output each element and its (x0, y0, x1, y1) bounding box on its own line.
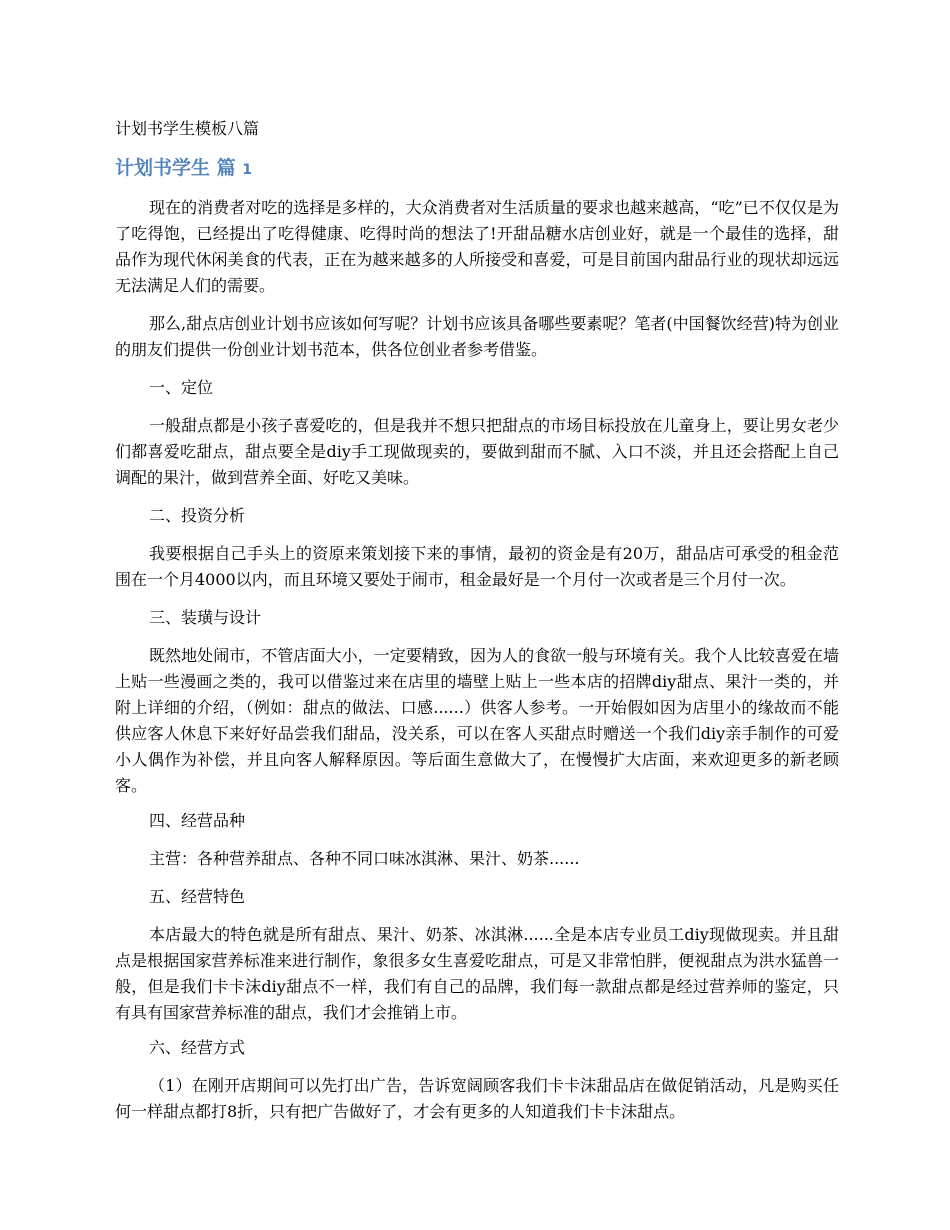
paragraph-intro: 现在的消费者对吃的选择是多样的，大众消费者对生活质量的要求也越来越高，“吃”已不仅仅是为了吃得饱，已经提出了吃得健康、吃得时尚的想法了!开甜品糖水店创业好，就是一个最佳的选择，甜品作为现代休闲美食的代表，正在为越来越多的人所接受和喜爱，可是目前国内甜品行业的现状却远远无法满足人们的需要。 (115, 198, 839, 295)
section-heading (115, 156, 839, 182)
section-heading-number: 1 (242, 162, 252, 178)
paragraph-features: 本店最大的特色就是所有甜点、果汁、奶茶、冰淇淋......全是本店专业员工diy现做现卖。并且甜点是根据国家营养标准来进行制作，象很多女生喜爱吃甜点，可是又非常怕胖，便视甜点为洪水猛兽一般，但是我们卡卡沫diy甜点不一样，我们有自己的品牌，我们每一款甜点都是经过营养师的鉴定，只有具有国家营养标准的甜点，我们才会推销上市。 (115, 925, 839, 1022)
subheading-operation: 六、经营方式 (149, 1038, 246, 1057)
paragraph-decoration: 既然地处闹市，不管店面大小，一定要精致，因为人的食欲一般与环境有关。我个人比较喜爱在墙上贴一些漫画之类的，我可以借鉴过来在店里的墙壁上贴上一些本店的招牌diy甜点、果汁一类的，并附上详细的介绍，（例如：甜点的做法、口感......）供客人参考。一开始假如因为店里小的缘故而不能供应客人休息下来好好品尝我们甜品，没关系，可以在客人买甜点时赠送一个我们diy亲手制作的可爱小人偶作为补偿，并且向客人解释原因。等后面生意做大了，在慢慢扩大店面，来欢迎更多的新老顾客。 (115, 646, 839, 795)
document-title: 计划书学生模板八篇 (115, 119, 260, 138)
subheading-features: 五、经营特色 (149, 887, 246, 906)
paragraph-products: 主营：各种营养甜点、各种不同口味冰淇淋、果汁、奶茶...... (149, 849, 580, 868)
section-heading-text: 计划书学生 篇 (115, 157, 236, 179)
subheading-decoration: 三、装璜与设计 (149, 608, 262, 627)
paragraph-question: 那么,甜点店创业计划书应该如何写呢？计划书应该具备哪些要素呢？笔者(中国餐饮经营)特为创业的朋友们提供一份创业计划书范本，供各位创业者参考借鉴。 (115, 314, 839, 359)
paragraph-operation: （1）在刚开店期间可以先打出广告，告诉宽阔顾客我们卡卡沫甜品店在做促销活动，凡是购买任何一样甜点都打8折，只有把广告做好了，才会有更多的人知道我们卡卡沫甜点。 (115, 1076, 839, 1121)
subheading-products: 四、经营品种 (149, 811, 246, 830)
paragraph-investment: 我要根据自己手头上的资原来策划接下来的事情，最初的资金是有20万，甜品店可承受的租金范围在一个月4000以内，而且环境又要处于闹市，租金最好是一个月付一次或者是三个月付一次。 (115, 544, 839, 589)
paragraph-positioning: 一般甜点都是小孩子喜爱吃的，但是我并不想只把甜点的市场目标投放在儿童身上，要让男女老少们都喜爱吃甜点，甜点要全是diy手工现做现卖的，要做到甜而不腻、入口不淡，并且还会搭配上自己调配的果汁，做到营养全面、好吃又美味。 (115, 416, 839, 487)
subheading-positioning: 一、定位 (149, 378, 214, 397)
subheading-investment: 二、投资分析 (149, 506, 246, 525)
document-page (115, 118, 839, 1137)
